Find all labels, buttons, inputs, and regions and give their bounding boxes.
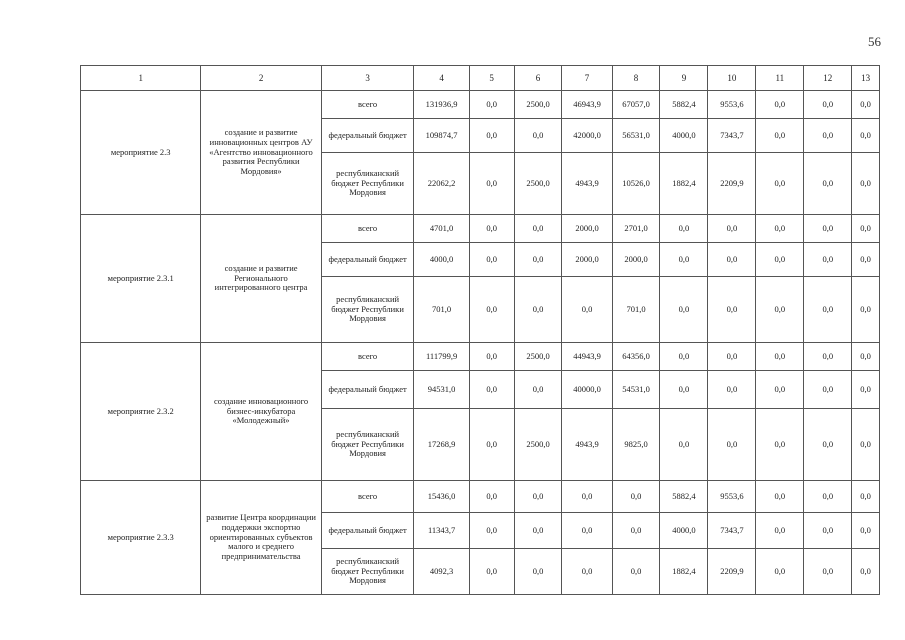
value-cell: 0,0	[852, 371, 880, 409]
value-cell: 0,0	[852, 91, 880, 119]
value-cell: 2500,0	[514, 409, 562, 481]
value-cell: 0,0	[804, 343, 852, 371]
funding-source-cell: республиканский бюджет Республики Мордовия	[321, 153, 414, 215]
value-cell: 0,0	[469, 409, 514, 481]
value-cell: 7343,7	[708, 513, 756, 549]
value-cell: 0,0	[514, 371, 562, 409]
value-cell: 0,0	[469, 119, 514, 153]
value-cell: 0,0	[562, 277, 612, 343]
value-cell: 42000,0	[562, 119, 612, 153]
event-name-cell: мероприятие 2.3.2	[81, 343, 201, 481]
value-cell: 0,0	[804, 153, 852, 215]
value-cell: 0,0	[756, 513, 804, 549]
value-cell: 0,0	[514, 513, 562, 549]
event-description-cell: создание и развитие Регионального интегрированного центра	[201, 215, 321, 343]
page-number: 56	[868, 34, 881, 49]
funding-source-cell: республиканский бюджет Республики Мордовия	[321, 409, 414, 481]
funding-source-cell: федеральный бюджет	[321, 371, 414, 409]
funding-source-cell: федеральный бюджет	[321, 243, 414, 277]
value-cell: 0,0	[756, 153, 804, 215]
value-cell: 0,0	[469, 343, 514, 371]
col-header: 8	[612, 66, 660, 91]
value-cell: 0,0	[804, 409, 852, 481]
value-cell: 67057,0	[612, 91, 660, 119]
value-cell: 4000,0	[414, 243, 469, 277]
col-header: 2	[201, 66, 321, 91]
value-cell: 44943,9	[562, 343, 612, 371]
value-cell: 2701,0	[612, 215, 660, 243]
value-cell: 109874,7	[414, 119, 469, 153]
value-cell: 0,0	[612, 549, 660, 595]
value-cell: 64356,0	[612, 343, 660, 371]
value-cell: 0,0	[469, 371, 514, 409]
funding-source-cell: федеральный бюджет	[321, 513, 414, 549]
col-header: 10	[708, 66, 756, 91]
event-name-cell: мероприятие 2.3.1	[81, 215, 201, 343]
value-cell: 0,0	[612, 481, 660, 513]
value-cell: 0,0	[756, 277, 804, 343]
value-cell: 0,0	[804, 549, 852, 595]
funding-source-cell: республиканский бюджет Республики Мордовия	[321, 549, 414, 595]
value-cell: 2500,0	[514, 153, 562, 215]
budget-table	[80, 65, 880, 595]
value-cell: 0,0	[660, 215, 708, 243]
value-cell: 0,0	[756, 243, 804, 277]
value-cell: 10526,0	[612, 153, 660, 215]
value-cell: 5882,4	[660, 481, 708, 513]
value-cell: 4000,0	[660, 119, 708, 153]
value-cell: 17268,9	[414, 409, 469, 481]
value-cell: 0,0	[756, 409, 804, 481]
value-cell: 9825,0	[612, 409, 660, 481]
value-cell: 2209,9	[708, 549, 756, 595]
value-cell: 4000,0	[660, 513, 708, 549]
value-cell: 2000,0	[562, 243, 612, 277]
value-cell: 0,0	[852, 119, 880, 153]
value-cell: 1882,4	[660, 153, 708, 215]
value-cell: 0,0	[852, 153, 880, 215]
value-cell: 0,0	[852, 243, 880, 277]
value-cell: 701,0	[612, 277, 660, 343]
value-cell: 0,0	[756, 549, 804, 595]
value-cell: 22062,2	[414, 153, 469, 215]
value-cell: 2500,0	[514, 91, 562, 119]
value-cell: 15436,0	[414, 481, 469, 513]
value-cell: 0,0	[804, 91, 852, 119]
funding-source-cell: всего	[321, 91, 414, 119]
value-cell: 0,0	[612, 513, 660, 549]
value-cell: 56531,0	[612, 119, 660, 153]
value-cell: 0,0	[756, 371, 804, 409]
value-cell: 0,0	[804, 481, 852, 513]
table-row	[81, 215, 880, 243]
value-cell: 0,0	[804, 371, 852, 409]
value-cell: 2000,0	[562, 215, 612, 243]
value-cell: 0,0	[562, 513, 612, 549]
value-cell: 0,0	[660, 409, 708, 481]
value-cell: 0,0	[660, 243, 708, 277]
value-cell: 54531,0	[612, 371, 660, 409]
value-cell: 0,0	[804, 277, 852, 343]
value-cell: 0,0	[514, 243, 562, 277]
col-header: 9	[660, 66, 708, 91]
event-name-cell: мероприятие 2.3	[81, 91, 201, 215]
event-description-cell: создание и развитие инновационных центров АУ «Агентство инновационного развития Республики Мордовия»	[201, 91, 321, 215]
value-cell: 0,0	[756, 481, 804, 513]
value-cell: 94531,0	[414, 371, 469, 409]
col-header: 12	[804, 66, 852, 91]
value-cell: 0,0	[469, 513, 514, 549]
funding-source-cell: всего	[321, 481, 414, 513]
funding-source-cell: всего	[321, 343, 414, 371]
value-cell: 0,0	[756, 119, 804, 153]
value-cell: 0,0	[852, 277, 880, 343]
value-cell: 0,0	[756, 91, 804, 119]
value-cell: 0,0	[469, 549, 514, 595]
value-cell: 0,0	[514, 215, 562, 243]
value-cell: 0,0	[708, 409, 756, 481]
value-cell: 9553,6	[708, 91, 756, 119]
value-cell: 0,0	[514, 119, 562, 153]
value-cell: 0,0	[852, 513, 880, 549]
value-cell: 0,0	[469, 277, 514, 343]
value-cell: 4092,3	[414, 549, 469, 595]
event-description-cell: развитие Центра координации поддержки экспортно ориентированных субъектов малого и среднего предпринимательства	[201, 481, 321, 595]
value-cell: 0,0	[562, 481, 612, 513]
value-cell: 0,0	[804, 513, 852, 549]
value-cell: 0,0	[756, 343, 804, 371]
value-cell: 0,0	[708, 215, 756, 243]
value-cell: 0,0	[804, 119, 852, 153]
table-row	[81, 343, 880, 371]
value-cell: 1882,4	[660, 549, 708, 595]
value-cell: 0,0	[514, 277, 562, 343]
value-cell: 0,0	[469, 215, 514, 243]
value-cell: 0,0	[660, 343, 708, 371]
value-cell: 7343,7	[708, 119, 756, 153]
col-header: 11	[756, 66, 804, 91]
value-cell: 111799,9	[414, 343, 469, 371]
event-description-cell: создание инновационного бизнес-инкубатора «Молодежный»	[201, 343, 321, 481]
value-cell: 0,0	[804, 215, 852, 243]
value-cell: 4943,9	[562, 153, 612, 215]
col-header: 3	[321, 66, 414, 91]
value-cell: 0,0	[708, 371, 756, 409]
value-cell: 0,0	[852, 409, 880, 481]
value-cell: 46943,9	[562, 91, 612, 119]
value-cell: 0,0	[469, 481, 514, 513]
value-cell: 0,0	[852, 215, 880, 243]
funding-source-cell: федеральный бюджет	[321, 119, 414, 153]
value-cell: 0,0	[562, 549, 612, 595]
value-cell: 0,0	[469, 91, 514, 119]
value-cell: 0,0	[852, 481, 880, 513]
col-header: 13	[852, 66, 880, 91]
value-cell: 2209,9	[708, 153, 756, 215]
col-header: 5	[469, 66, 514, 91]
value-cell: 2500,0	[514, 343, 562, 371]
value-cell: 11343,7	[414, 513, 469, 549]
value-cell: 9553,6	[708, 481, 756, 513]
value-cell: 0,0	[708, 277, 756, 343]
value-cell: 0,0	[514, 549, 562, 595]
col-header: 4	[414, 66, 469, 91]
value-cell: 0,0	[708, 243, 756, 277]
value-cell: 40000,0	[562, 371, 612, 409]
value-cell: 131936,9	[414, 91, 469, 119]
funding-source-cell: всего	[321, 215, 414, 243]
value-cell: 0,0	[708, 343, 756, 371]
table-row	[81, 91, 880, 119]
col-header: 1	[81, 66, 201, 91]
value-cell: 4701,0	[414, 215, 469, 243]
value-cell: 2000,0	[612, 243, 660, 277]
table-row	[81, 481, 880, 513]
col-header: 7	[562, 66, 612, 91]
col-header: 6	[514, 66, 562, 91]
value-cell: 701,0	[414, 277, 469, 343]
value-cell: 0,0	[660, 277, 708, 343]
value-cell: 0,0	[804, 243, 852, 277]
header-row	[81, 66, 880, 91]
value-cell: 0,0	[469, 243, 514, 277]
event-name-cell: мероприятие 2.3.3	[81, 481, 201, 595]
value-cell: 0,0	[660, 371, 708, 409]
value-cell: 0,0	[756, 215, 804, 243]
value-cell: 5882,4	[660, 91, 708, 119]
funding-source-cell: республиканский бюджет Республики Мордовия	[321, 277, 414, 343]
value-cell: 0,0	[852, 343, 880, 371]
value-cell: 0,0	[469, 153, 514, 215]
value-cell: 4943,9	[562, 409, 612, 481]
value-cell: 0,0	[852, 549, 880, 595]
value-cell: 0,0	[514, 481, 562, 513]
